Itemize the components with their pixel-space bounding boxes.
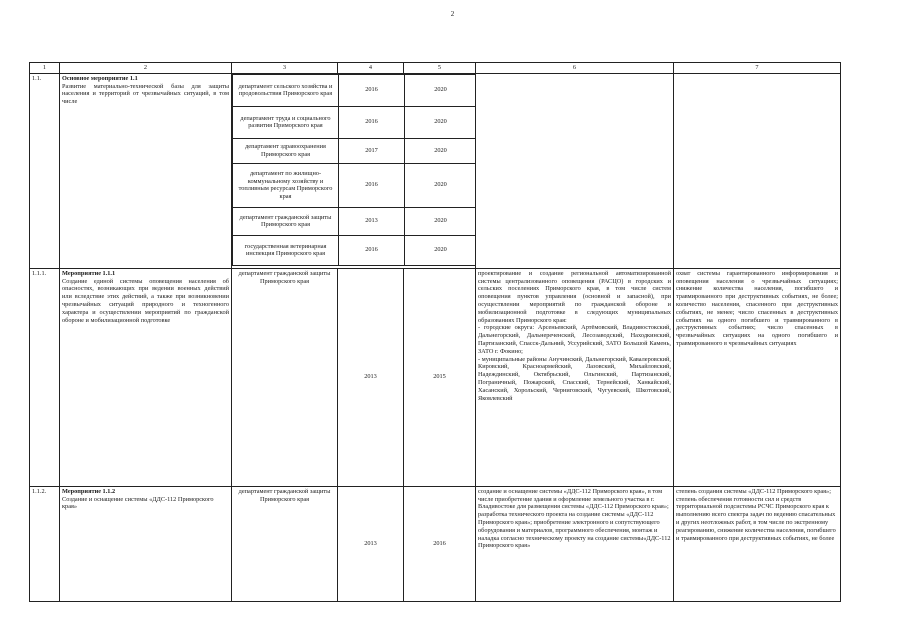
row-number: 1.1.2.	[30, 486, 60, 601]
executor-name: департамент по жилищно-коммунальному хозяйству и топливным ресурсам Приморского края	[233, 163, 339, 207]
end-year: 2020	[405, 106, 476, 138]
end-year: 2016	[404, 486, 476, 601]
table-row	[30, 486, 841, 601]
executor-name: департамент труда и социального развития Приморского края	[233, 106, 339, 138]
executors-block	[232, 73, 476, 268]
column-number: 7	[674, 63, 841, 74]
activity-text: Развитие материально-технической базы для защиты населения и территорий от чрезвычайных ситуаций, в том числе	[62, 82, 229, 106]
end-year: 2020	[405, 74, 476, 106]
table-row	[30, 268, 841, 486]
executor-name: департамент гражданской защиты Приморского края	[232, 486, 338, 601]
start-year: 2016	[339, 163, 405, 207]
end-year: 2020	[405, 138, 476, 163]
result-line: проектирование и создание региональной автоматизированной системы централизованного оповещения (РАСЦО) в городских и сельских поселениях Приморского края, в том числе систем оповещения пунктов управления (основной и запасной), при осуществлении мероприятий по гражданской обороне и мобилизационной подготовке в следующих муниципальных образованиях Приморского края:	[478, 269, 671, 324]
end-year: 2020	[405, 207, 476, 235]
indicators: степень создания системы «ДДС-112 Приморского края»; степень обеспечения готовности сил и средств территориальной подсистемы РСЧС Приморского края к выполнению всего спектра задач по ведению спасательных и других неотложных работ, в том числе по экстренному реагированию, снижение количества населения, погибшего и травмированного при деструктивных событиях, не более	[674, 486, 841, 601]
column-number: 4	[338, 63, 404, 74]
column-number: 5	[404, 63, 476, 74]
indicators: охват системы гарантированного информирования и оповещения населения о чрезвычайных ситуациях; снижение количества населения, погибшего и травмированного при деструктивных событиях, не более; количество населения, спасенного при деструктивных событиях, не менее; число спасенных в деструктивных событиях на одного погибшего и травмированного в деструктивных событиях; число спасенных в чрезвычайных ситуациях на одного погибшего и травмированного в чрезвычайных ситуациях	[674, 268, 841, 486]
activity-description	[60, 73, 232, 268]
executor-name: департамент гражданской защиты Приморского края	[232, 268, 338, 486]
result-line: - муниципальные районы Анучинский, Дальнегорский, Кавалеровский, Кировский, Красноармейский, Лазовский, Михайловский, Надеждинский, Октябрьский, Ольгинский, Партизанский, Пограничный, Пожарский, Спасский, Тернейский, Ханкайский, Хасанский, Хорольский, Черниговский, Чугуевский, Шкотовский, Яковлевский	[478, 355, 671, 402]
executor-name: департамент гражданской защиты Приморского края	[233, 207, 339, 235]
expected-results: создание и оснащение системы «ДДС-112 Приморского края», в том числе приобретение здания и оформление земельного участка в г. Владивостоке для размещения системы «ДДС-112 Приморского края»; разработка технического проекта на создание системы «ДДС-112 Приморского края»; приобретение электронного и сопутствующего оборудования и материалов, программного обеспечения, монтаж и наладка согласно техническому проекту на создание системы«ДДС-112 Приморского края»	[476, 486, 674, 601]
row-number: 1.1.1.	[30, 268, 60, 486]
expected-results	[476, 73, 674, 268]
activity-description	[60, 268, 232, 486]
column-number-row	[30, 63, 841, 74]
executor-row	[233, 106, 476, 138]
executor-row	[233, 235, 476, 265]
executor-row	[233, 207, 476, 235]
program-table	[29, 62, 841, 602]
start-year: 2013	[339, 207, 405, 235]
start-year: 2013	[338, 268, 404, 486]
column-number: 2	[60, 63, 232, 74]
executor-row	[233, 138, 476, 163]
executor-name: департамент сельского хозяйства и продовольствия Приморского края	[233, 74, 339, 106]
executor-name: государственная ветеринарная инспекция Приморского края	[233, 235, 339, 265]
executors-table	[232, 74, 476, 266]
start-year: 2016	[339, 106, 405, 138]
start-year: 2016	[339, 235, 405, 265]
end-year: 2020	[405, 235, 476, 265]
end-year: 2015	[404, 268, 476, 486]
start-year: 2013	[338, 486, 404, 601]
activity-text: Создание единой системы оповещения населения об опасностях, возникающих при ведении военных действий или вследствие этих действий, а также при возникновении чрезвычайных ситуаций природного и техногенного характера и осуществлении мероприятий по гражданской обороне и мобилизационной подготовке	[62, 277, 229, 324]
result-line: - городские округа: Арсеньевский, Артёмовский, Владивостокский, Дальнегорский, Дальнереченский, Лесозаводский, Находкинский, Партизанский, Спасск-Дальний, Уссурийский, ЗАТО Большой Камень, ЗАТО г. Фокино;	[478, 324, 671, 355]
start-year: 2017	[339, 138, 405, 163]
column-number: 1	[30, 63, 60, 74]
start-year: 2016	[339, 74, 405, 106]
end-year: 2020	[405, 163, 476, 207]
column-number: 6	[476, 63, 674, 74]
activity-title: Мероприятие 1.1.2	[62, 487, 116, 495]
indicators	[674, 73, 841, 268]
executor-row	[233, 74, 476, 106]
executor-name: департамент здравоохранения Приморского края	[233, 138, 339, 163]
expected-results	[476, 268, 674, 486]
column-number: 3	[232, 63, 338, 74]
page-number: 2	[450, 10, 455, 18]
activity-title: Основное мероприятие 1.1	[62, 74, 138, 82]
activity-description	[60, 486, 232, 601]
executor-row	[233, 163, 476, 207]
table-row	[30, 73, 841, 268]
row-number: 1.1.	[30, 73, 60, 268]
activity-title: Мероприятие 1.1.1	[62, 269, 116, 277]
activity-text: Создание и оснащение системы «ДДС-112 Приморского края»	[62, 495, 214, 511]
